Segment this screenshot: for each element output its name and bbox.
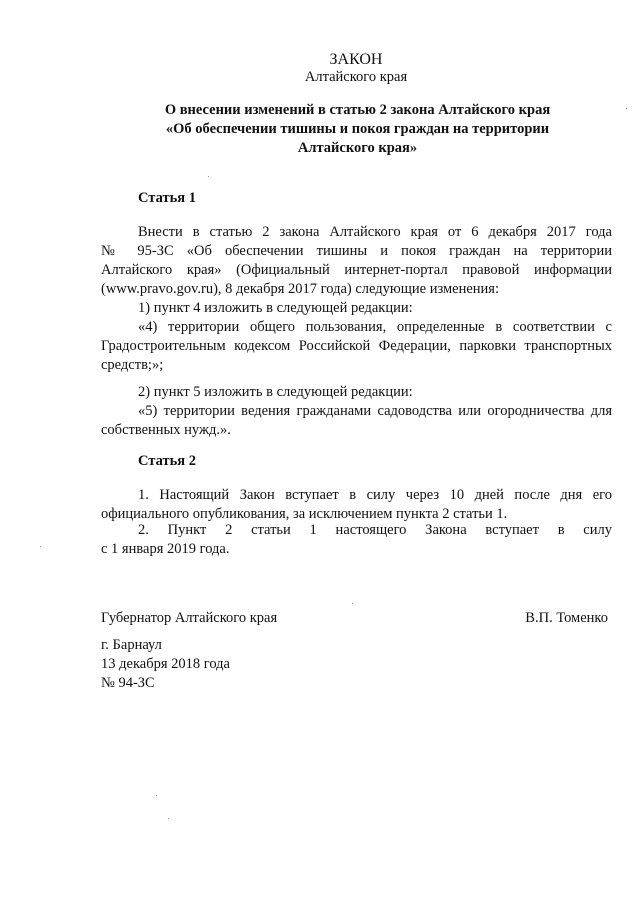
article-2-title: Статья 2	[138, 453, 196, 469]
article-2-paragraph-2	[101, 521, 612, 559]
scan-speck	[168, 818, 169, 819]
paragraph-line: «4) территории общего пользования, определенные в соответствии с	[138, 319, 612, 335]
signature-name: В.П. Томенко	[525, 610, 608, 626]
paragraph-line: 1. Настоящий Закон вступает в силу через 10 дней после дня его	[138, 487, 612, 503]
footer-city: г. Барнаул	[101, 637, 162, 653]
paragraph-line: Внести в статью 2 закона Алтайского края от 6 декабря 2017 года	[138, 224, 612, 240]
law-region: Алтайского края	[304, 69, 408, 85]
paragraph-line: № 95-ЗС «Об обеспечении тишины и покоя граждан на территории	[101, 243, 612, 259]
scan-speck	[40, 546, 41, 547]
signature-position: Губернатор Алтайского края	[101, 610, 278, 626]
article-1-title: Статья 1	[138, 190, 196, 206]
scan-speck	[208, 176, 209, 177]
footer-number: № 94-ЗС	[101, 675, 155, 691]
paragraph-line: Градостроительным кодексом Российской Федерации, парковки транспортных	[101, 338, 612, 354]
paragraph-line: 2. Пункт 2 статьи 1 настоящего Закона вступает в силу	[138, 522, 612, 538]
scan-speck	[352, 603, 353, 604]
heading-line: «Об обеспечении тишины и покоя граждан на территории	[165, 121, 550, 137]
scan-speck	[626, 108, 627, 109]
article-1-item-2-label: 2) пункт 5 изложить в следующей редакции:	[138, 384, 413, 400]
paragraph-line: (www.pravo.gov.ru), 8 декабря 2017 года) следующие изменения:	[101, 281, 500, 297]
law-title: ЗАКОН	[329, 51, 383, 68]
paragraph-line: Алтайского края» (Официальный интернет-портал правовой информации	[101, 262, 612, 278]
paragraph-line: средств;»;	[101, 357, 164, 373]
document-heading	[120, 101, 595, 158]
heading-line: О внесении изменений в статью 2 закона Алтайского края	[164, 102, 551, 118]
paragraph-line: «5) территории ведения гражданами садоводства или огородничества для	[138, 403, 612, 419]
paragraph-line: официального опубликования, за исключением пункта 2 статьи 1.	[101, 506, 508, 522]
article-1-item-1-label: 1) пункт 4 изложить в следующей редакции:	[138, 300, 413, 316]
article-1-intro	[101, 223, 612, 299]
paragraph-line: собственных нужд.».	[101, 422, 231, 438]
footer-date: 13 декабря 2018 года	[101, 656, 230, 672]
article-1-item-2-text	[101, 402, 612, 440]
paragraph-line: с 1 января 2019 года.	[101, 541, 230, 557]
article-2-paragraph-1	[101, 486, 612, 524]
scan-speck	[156, 795, 157, 796]
heading-line: Алтайского края»	[297, 140, 418, 156]
article-1-item-1-text	[101, 318, 612, 375]
